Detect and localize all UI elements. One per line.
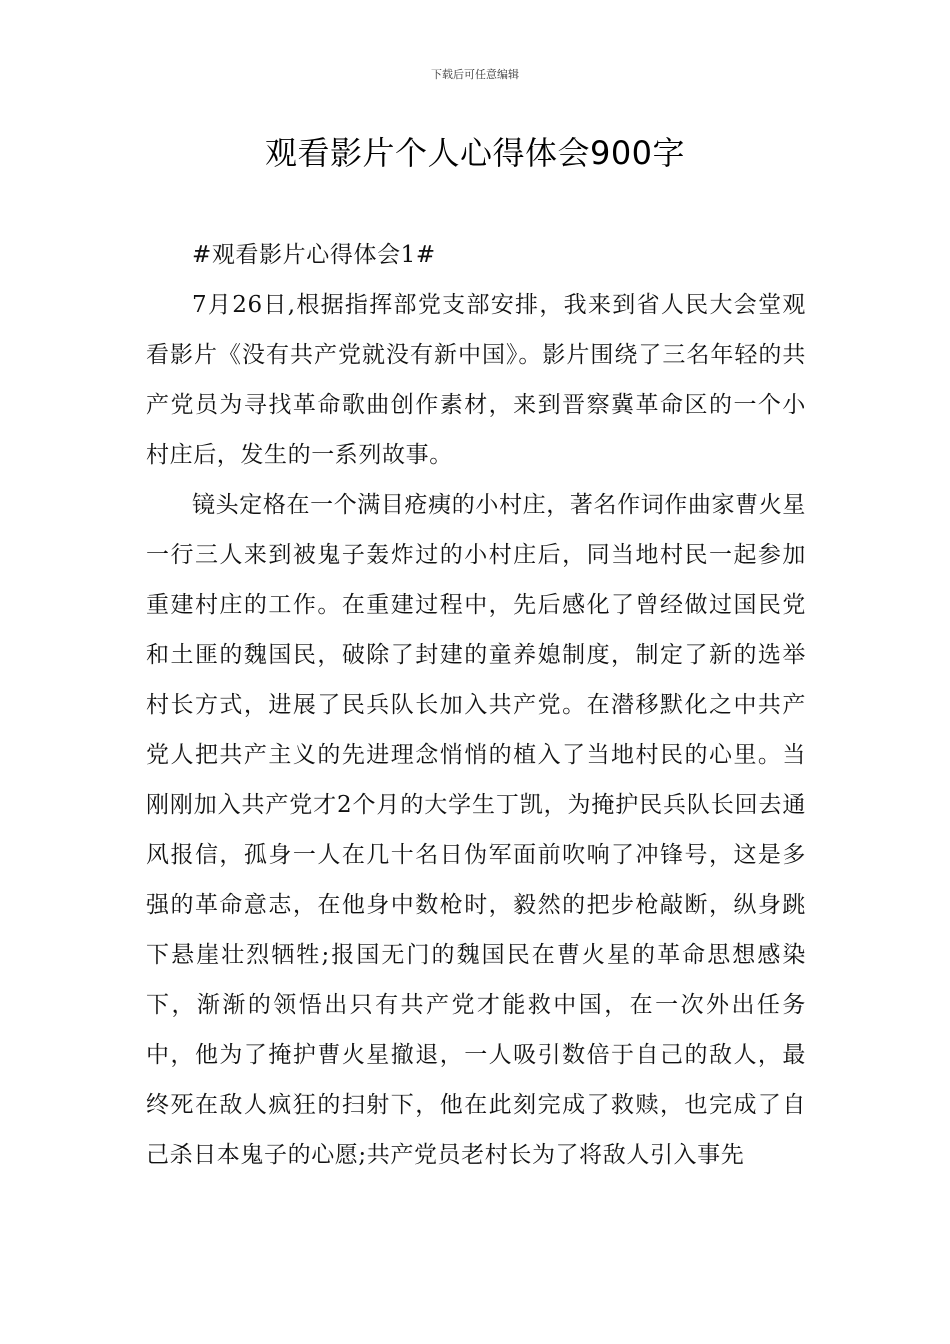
paragraph: 7月26日,根据指挥部党支部安排，我来到省人民大会堂观看影片《没有共产党就没有新中国》。影片围绕了三名年轻的共产党员为寻找革命歌曲创作素材，来到晋察冀革命区的一个小村庄后，发生的一系列故事。: [146, 292, 806, 468]
paragraph: 镜头定格在一个满目疮痍的小村庄，著名作词作曲家曹火星一行三人来到被鬼子轰炸过的小村庄后，同当地村民一起参加重建村庄的工作。在重建过程中，先后感化了曾经做过国民党和土匪的魏国民，破除了封建的童养媳制度，制定了新的选举村长方式，进展了民兵队长加入共产党。在潜移默化之中共产党人把共产主义的先进理念悄悄的植入了当地村民的心里。当刚刚加入共产党才2个月的大学生丁凯，为掩护民兵队长回去通风报信，孤身一人在几十名日伪军面前吹响了冲锋号，这是多强的革命意志，在他身中数枪时，毅然的把步枪敲断，纵身跳下悬崖壮烈牺牲;报国无门的魏国民在曹火星的革命思想感染下，渐渐的领悟出只有共产党才能救中国，在一次外出任务中，他为了掩护曹火星撤退，一人吸引数倍于自己的敌人，最终死在敌人疯狂的扫射下，他在此刻完成了救赎，也完成了自己杀日本鬼子的心愿;共产党员老村长为了将敌人引入事先: [146, 492, 806, 1168]
document-body: [146, 230, 806, 1180]
document-title: 观看影片个人心得体会900字: [264, 134, 686, 172]
header-note: 下载后可任意编辑: [431, 68, 519, 81]
section-heading: #观看影片心得体会1#: [192, 242, 436, 268]
